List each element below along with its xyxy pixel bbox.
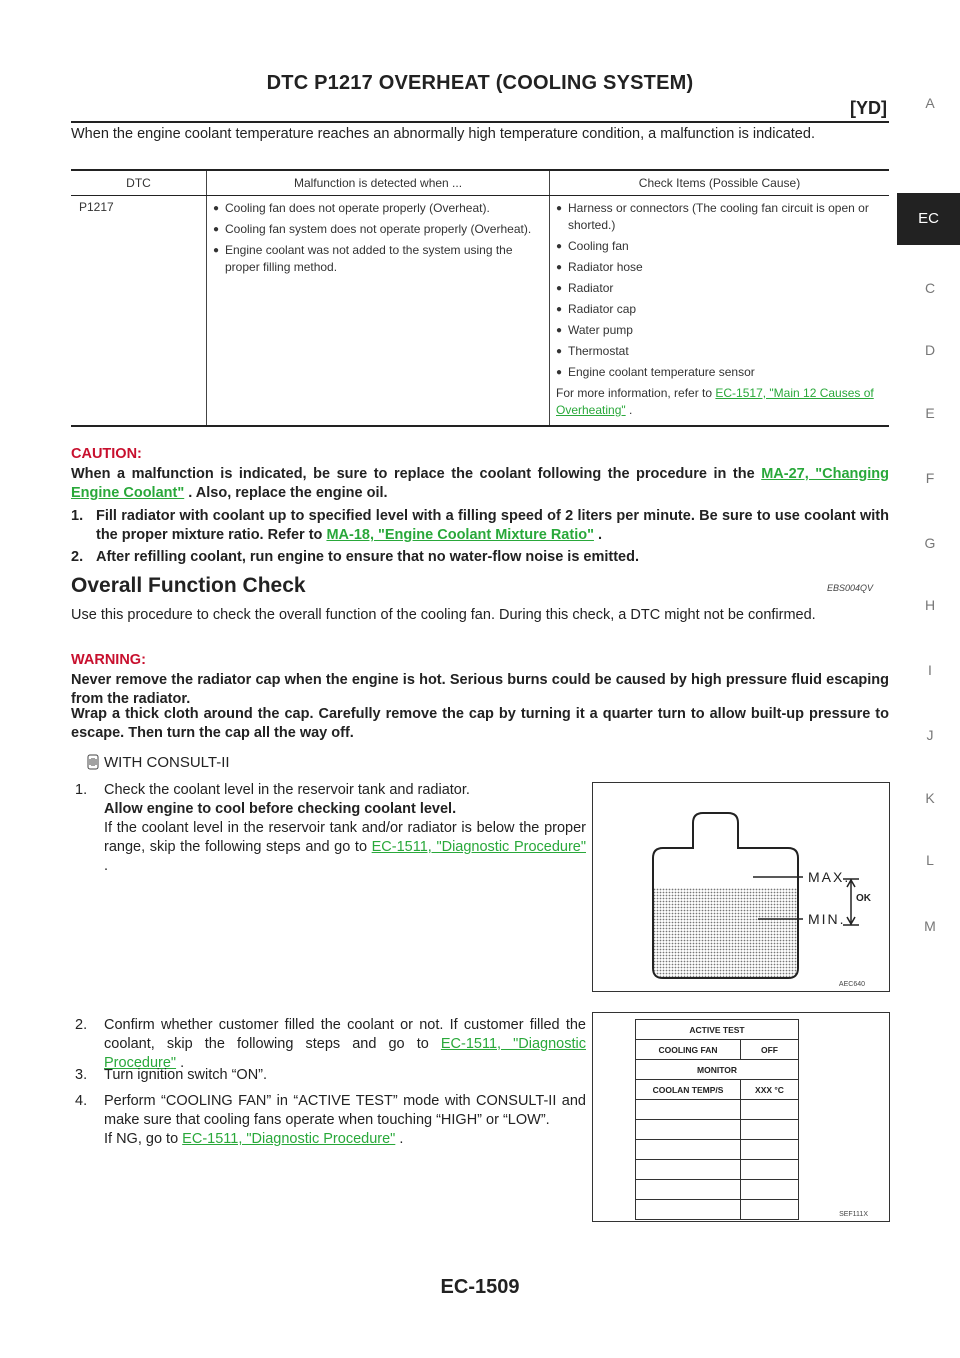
step-suffix: . <box>593 527 603 543</box>
col-header-check-items: Check Items (Possible Cause) <box>550 170 890 196</box>
check-items-list <box>556 200 883 381</box>
link-diagnostic-procedure[interactable]: EC-1511, "Diagnostic Procedure" <box>182 1131 396 1147</box>
consult-step-1 <box>71 781 586 876</box>
section-code: EBS004QV <box>827 583 874 593</box>
step-number: 1. <box>75 782 88 798</box>
side-index-a[interactable]: A <box>925 95 935 111</box>
section-intro: Use this procedure to check the overall function of the cooling fan. During this check, a DTC might not be confirmed. <box>71 607 816 623</box>
cooling-fan-value: OFF <box>741 1040 799 1060</box>
empty-cell <box>636 1160 741 1180</box>
consult-step-4 <box>71 1092 586 1149</box>
consult-step-2 <box>71 1016 586 1073</box>
malfunction-list <box>213 200 543 276</box>
step-text: Turn ignition switch “ON”. <box>104 1067 268 1083</box>
warning-label: WARNING: <box>71 652 146 668</box>
step-suffix: . <box>176 1055 185 1071</box>
side-index-d[interactable]: D <box>924 342 936 358</box>
link-diagnostic-procedure[interactable]: EC-1511, "Diagnostic Procedure" <box>371 839 586 855</box>
empty-cell <box>741 1200 799 1220</box>
header-rule <box>71 121 889 123</box>
figure-code: AEC640 <box>838 981 865 988</box>
dtc-code: P1217 <box>71 196 207 427</box>
table-row <box>71 196 889 427</box>
more-info-suffix: . <box>625 403 633 417</box>
step-text: Check the coolant level in the reservoir tank and radiator. <box>104 782 470 798</box>
list-item: ● Water pump <box>556 322 883 339</box>
ok-label: OK <box>856 893 871 904</box>
empty-cell <box>636 1200 741 1220</box>
more-info-text: For more information, refer to <box>556 386 716 400</box>
page-number: EC-1509 <box>440 1276 520 1298</box>
monitor-cell: MONITOR <box>636 1060 799 1080</box>
list-item: ● Cooling fan does not operate properly (Overheat). <box>213 200 543 217</box>
caution-suffix: . Also, replace the engine oil. <box>184 485 388 501</box>
side-index-f[interactable]: F <box>925 470 935 486</box>
step-number: 3. <box>75 1067 88 1083</box>
consult-screen-figure <box>592 1012 890 1222</box>
caution-text <box>71 465 889 503</box>
dtc-table <box>71 169 889 427</box>
empty-cell <box>636 1100 741 1120</box>
side-index-l[interactable]: L <box>926 852 934 868</box>
side-index-k[interactable]: K <box>925 790 935 806</box>
coolant-temp-value: XXX °C <box>741 1080 799 1100</box>
list-item: ● Radiator cap <box>556 301 883 318</box>
step-text: Confirm whether customer filled the coolant or not. If customer filled the coolant, skip the following steps and go to <box>104 1017 586 1052</box>
side-index-g[interactable]: G <box>924 535 936 551</box>
active-test-title: ACTIVE TEST <box>636 1020 799 1040</box>
empty-cell <box>741 1160 799 1180</box>
link-changing-engine-coolant[interactable]: MA-27, "Changing Engine Coolant" <box>71 466 889 501</box>
side-index-m[interactable]: M <box>924 918 936 934</box>
list-item: ● Harness or connectors (The cooling fan circuit is open or shorted.) <box>556 200 883 234</box>
reservoir-tank-figure <box>592 782 890 992</box>
empty-cell <box>636 1120 741 1140</box>
step-suffix: . <box>104 858 109 874</box>
side-index-i[interactable]: I <box>928 662 932 678</box>
step-suffix: . <box>395 1131 404 1147</box>
link-main-12-causes[interactable]: EC-1517, "Main 12 Causes of Overheating" <box>556 386 874 417</box>
coolant-temp-cell: COOLAN TEMP/S <box>636 1080 741 1100</box>
page-title: DTC P1217 OVERHEAT (COOLING SYSTEM) <box>266 72 694 94</box>
side-index-c[interactable]: C <box>924 280 936 296</box>
list-item: ● Radiator hose <box>556 259 883 276</box>
engine-code: [YD] <box>850 98 887 118</box>
consult-heading: WITH CONSULT-II <box>104 754 230 771</box>
side-tab-ec[interactable]: EC <box>897 193 960 245</box>
empty-cell <box>636 1180 741 1200</box>
more-info <box>556 385 883 419</box>
step-bold-text: Allow engine to cool before checking coolant level. <box>104 801 457 817</box>
step-number: 2. <box>75 1017 88 1033</box>
empty-cell <box>741 1100 799 1120</box>
empty-cell <box>741 1120 799 1140</box>
step-text: Fill radiator with coolant up to specified level with a filling speed of 2 liters per minute. Be sure to use coolant with the proper mixture ratio. Refer to <box>96 508 889 543</box>
col-header-dtc: DTC <box>71 170 207 196</box>
section-title: Overall Function Check <box>71 574 306 597</box>
link-coolant-mixture-ratio[interactable]: MA-18, "Engine Coolant Mixture Ratio" <box>326 527 594 543</box>
warning-line-1: Never remove the radiator cap when the engine is hot. Serious burns could be caused by high pressure fluid escaping from the radiator. <box>71 672 889 707</box>
side-index-h[interactable]: H <box>924 597 936 613</box>
consult-step-3 <box>71 1066 586 1085</box>
warning-line-2: Wrap a thick cloth around the cap. Carefully remove the cap by turning it a quarter turn to allow built-up pressure to escape. Then turn the cap all the way off. <box>71 706 889 741</box>
list-item: ● Thermostat <box>556 343 883 360</box>
side-index-e[interactable]: E <box>925 405 935 421</box>
side-index-j[interactable]: J <box>926 727 934 743</box>
empty-cell <box>636 1140 741 1160</box>
figure-code: SEF111X <box>839 1211 868 1218</box>
caution-step-2 <box>71 548 889 567</box>
step-text: Perform “COOLING FAN” in “ACTIVE TEST” mode with CONSULT-II and make sure that cooling fans operate when touching “HIGH” or “LOW”. <box>104 1093 586 1128</box>
link-diagnostic-procedure[interactable]: EC-1511, "Diagnostic Procedure" <box>104 1036 587 1071</box>
step-text: After refilling coolant, run engine to ensure that no water-flow noise is emitted. <box>96 549 639 565</box>
empty-cell <box>741 1140 799 1160</box>
list-item: ● Engine coolant was not added to the system using the proper filling method. <box>213 242 543 276</box>
list-item: ● Cooling fan <box>556 238 883 255</box>
list-item: ● Engine coolant temperature sensor <box>556 364 883 381</box>
step-more-text: If the coolant level in the reservoir tank and/or radiator is below the proper range, skip the following steps and go to <box>104 820 586 855</box>
caution-label: CAUTION: <box>71 446 142 462</box>
list-item: ● Radiator <box>556 280 883 297</box>
list-item: ● Cooling fan system does not operate properly (Overheat). <box>213 221 543 238</box>
step-more-text: If NG, go to <box>104 1131 183 1147</box>
step-number: 1. <box>71 508 84 524</box>
col-header-malfunction: Malfunction is detected when ... <box>207 170 550 196</box>
active-test-grid <box>635 1019 799 1220</box>
min-label: MIN. <box>808 911 846 927</box>
intro-text: When the engine coolant temperature reaches an abnormally high temperature condition, a malfunction is indicated. <box>71 126 815 142</box>
step-number: 4. <box>75 1093 88 1109</box>
caution-body: When a malfunction is indicated, be sure to replace the coolant following the procedure in the <box>71 466 762 482</box>
consult-icon <box>86 754 100 770</box>
max-label: MAX. <box>808 869 851 885</box>
caution-step-1 <box>71 507 889 545</box>
step-number: 2. <box>71 549 84 565</box>
cooling-fan-cell: COOLING FAN <box>636 1040 741 1060</box>
empty-cell <box>741 1180 799 1200</box>
